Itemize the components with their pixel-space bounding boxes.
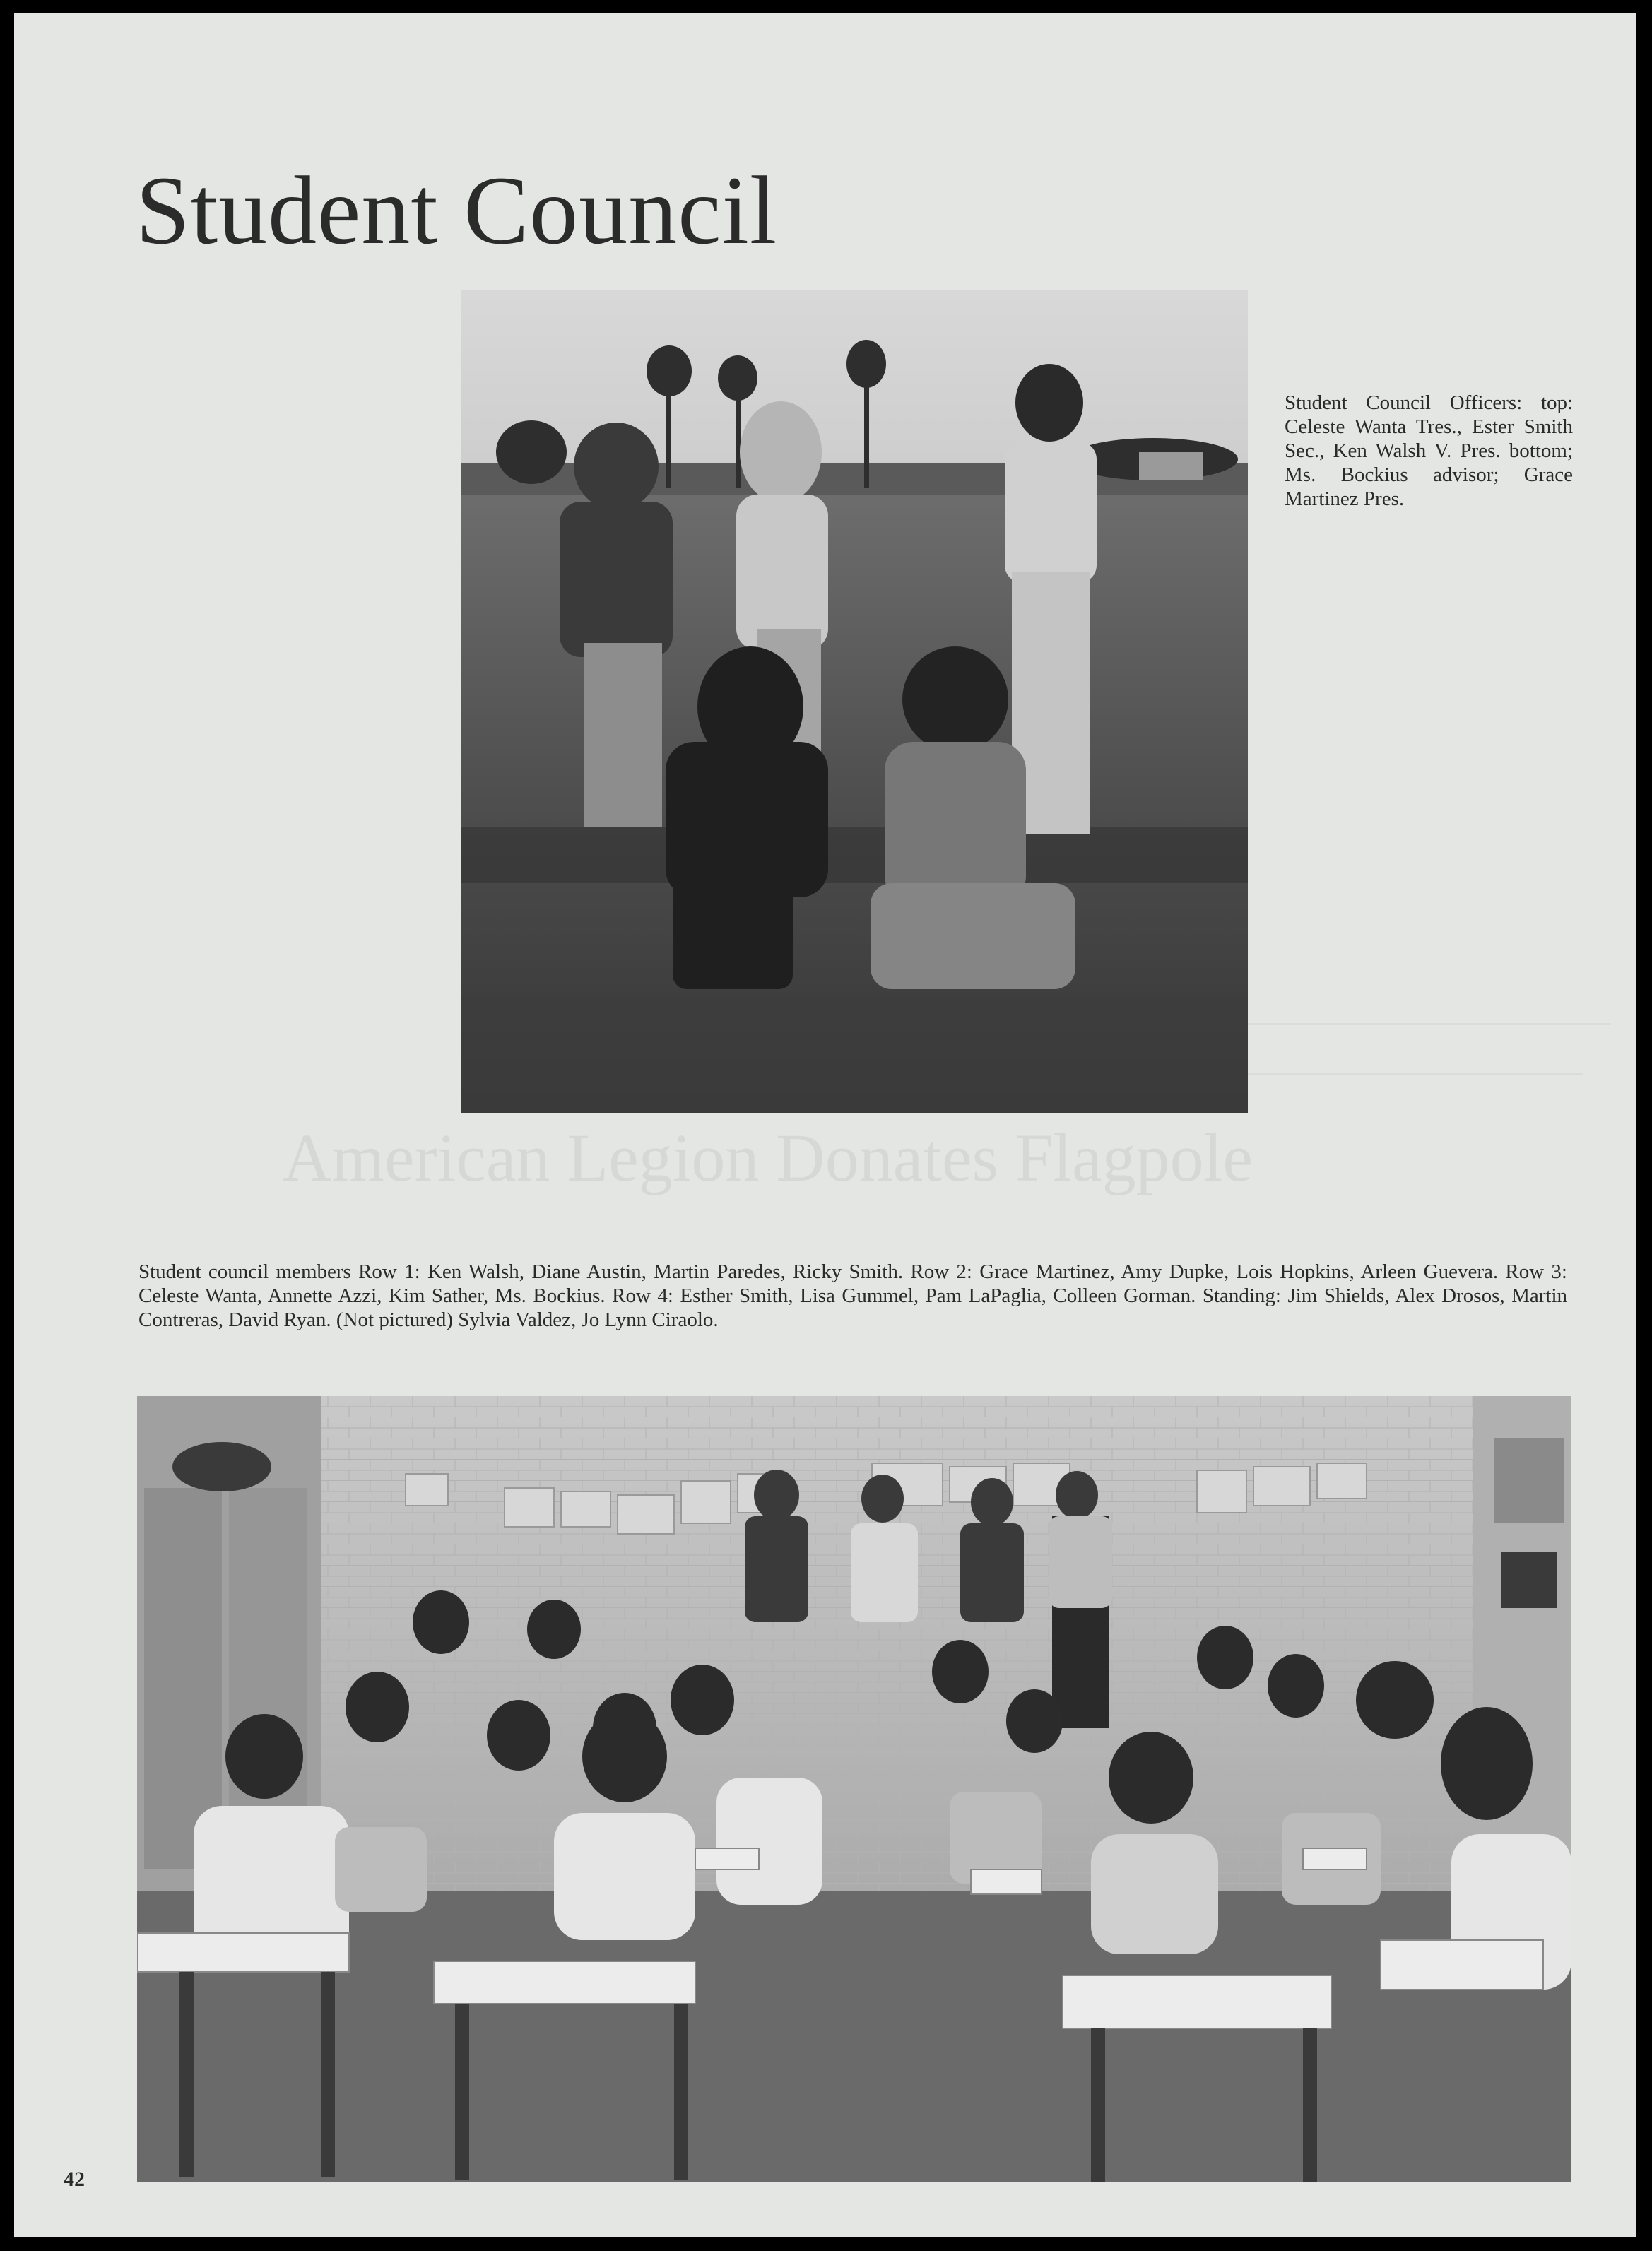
bleed-through-rule bbox=[1215, 1073, 1583, 1075]
members-caption: Student council members Row 1: Ken Walsh, Diane Austin, Martin Paredes, Ricky Smith. Row 2: Grace Martinez, Amy Dupke, Lois Hopkins, Arleen Guevera. Row 3: Celeste Wanta, Annette Azzi, Kim Sather, Ms. Bockius. Row 4: Esther Smith, Lisa Gummel, Pam LaPaglia, Colleen Gorman. Standing: Jim Shields, Alex Drosos, Martin Contreras, David Ryan. (Not pictured) Sylvia Valdez, Jo Lynn Ciraolo. bbox=[138, 1260, 1567, 1331]
officers-caption: Student Council Officers: top: Celeste Wanta Tres., Ester Smith Sec., Ken Walsh V. Pres. bottom; Ms. Bockius advisor; Grace Martinez Pres. bbox=[1285, 391, 1573, 510]
page-title: Student Council bbox=[136, 156, 778, 264]
officers-photo bbox=[461, 290, 1248, 1113]
page-number: 42 bbox=[64, 2168, 85, 2191]
yearbook-page bbox=[14, 13, 1636, 2237]
bleed-through-rule bbox=[1215, 1023, 1611, 1025]
members-photo bbox=[137, 1396, 1571, 2182]
bleed-through-heading: American Legion Donates Flagpole bbox=[283, 1120, 1253, 1195]
